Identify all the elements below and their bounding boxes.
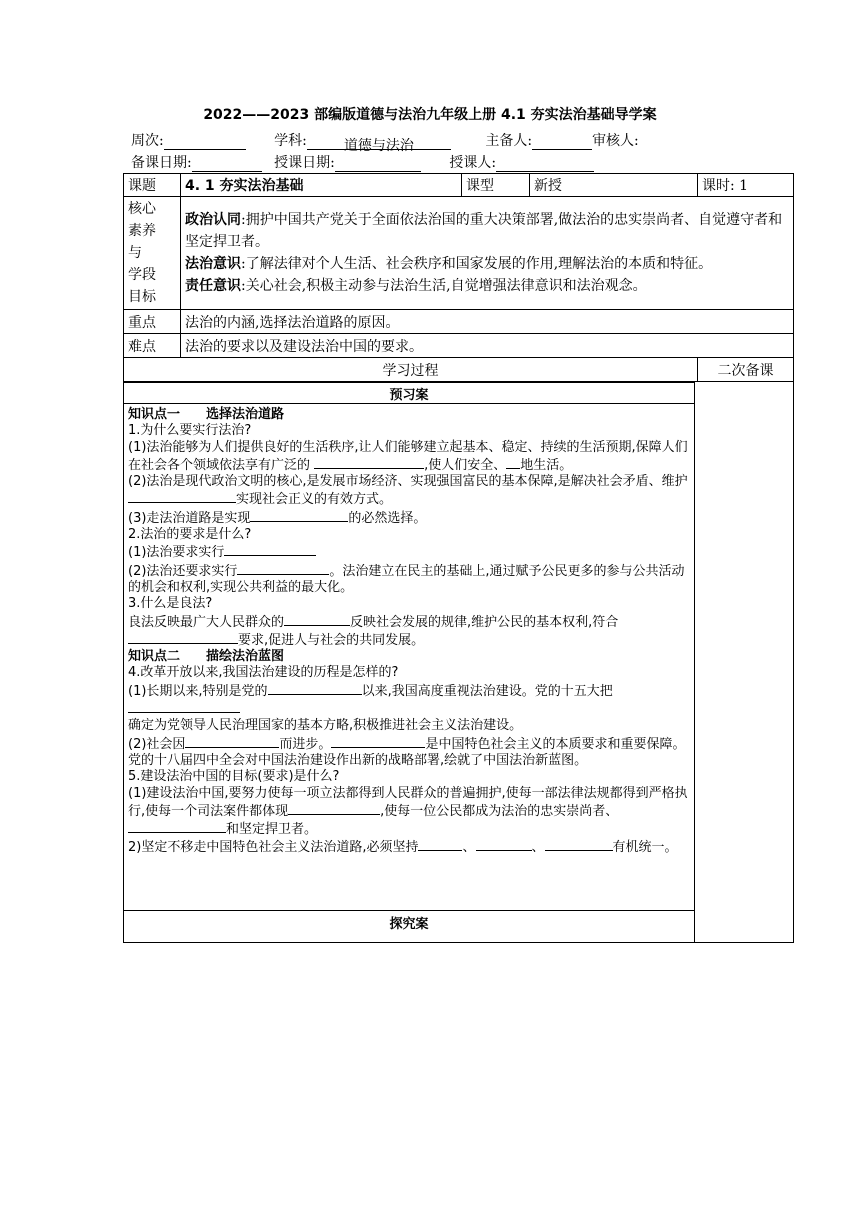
fill-blank[interactable] (128, 490, 236, 503)
key-row (124, 310, 794, 334)
answer-text: ,使每一位公民都成为法治的忠实崇尚者、 (380, 803, 619, 819)
core-content (181, 197, 794, 310)
core-label (124, 197, 181, 310)
answer-text: (1)法治能够为人们提供良好的生活秩序,让人们能够建立起基本、稳定、持续的生活预期,保障人们在社会各个领域依法享有广泛的 (128, 439, 688, 473)
subject-text: 道德与法治 (343, 138, 414, 154)
preview-label: 预习案 (124, 383, 695, 404)
answer-2-2 (128, 562, 690, 597)
fill-blank[interactable] (288, 802, 380, 815)
reviewer-label: 审核人: (592, 133, 639, 149)
teacher-label: 授课人: (449, 155, 497, 171)
answer-text: 、 (462, 840, 476, 856)
type-label: 课型 (462, 174, 530, 197)
difficult-label: 难点 (124, 334, 181, 358)
answer-text: (3)走法治道路是实现 (128, 510, 251, 526)
week-blank[interactable] (164, 135, 246, 150)
fill-blank[interactable] (418, 838, 462, 851)
answer-text: (1)建设法治中国,要努力使每一项立法都得到人民群众的普遍拥护,使每一部法律法规都得到严格执行,使每一个司法案件都体现 (128, 785, 688, 819)
answer-text: 地生活。 (520, 457, 573, 473)
core-item-text: :拥护中国共产党关于全面依法治国的重大决策部署,做法治的忠实崇尚者、自觉遵守者和坚定捍卫者。 (185, 212, 783, 250)
fill-blank[interactable] (331, 735, 425, 748)
answer-text: (2)社会因 (128, 736, 186, 752)
answer-text: 以来,我国高度重视法治建设。党的十五大把 (361, 683, 613, 699)
key-value: 法治的内涵,选择法治道路的原因。 (181, 310, 794, 334)
lesson-info-table (123, 173, 794, 382)
answer-text: ,使人们安全、 (424, 457, 507, 473)
answer-text: 要求,促进人与社会的共同发展。 (238, 632, 425, 648)
header-row-1 (131, 130, 639, 154)
fill-blank[interactable] (237, 562, 329, 575)
core-label-line: 目标 (128, 289, 156, 305)
preview-header-row (124, 383, 695, 404)
explore-label: 探究案 (124, 911, 695, 943)
difficult-value: 法治的要求以及建设法治中国的要求。 (181, 334, 794, 358)
answer-text: 2)坚定不移走中国特色社会主义法治道路,必须坚持 (128, 840, 419, 856)
fill-blank[interactable] (506, 456, 520, 469)
answer-4-1 (128, 682, 690, 735)
answer-text: (1)法治要求实行 (128, 545, 225, 561)
core-item-text: :了解法律对个人生活、社会秩序和国家发展的作用,理解法治的本质和特征。 (241, 256, 713, 272)
topic-label: 课题 (124, 174, 181, 197)
answer-text: 反映社会发展的规律,维护公民的基本权利,符合 (350, 614, 619, 630)
answer-text: 实现社会正义的有效方式。 (236, 492, 393, 508)
core-item (185, 275, 789, 297)
process-row (124, 358, 794, 382)
core-label-line: 素养 (128, 223, 156, 239)
week-label: 周次: (131, 133, 164, 149)
answer-text: 的必然选择。 (348, 510, 427, 526)
difficult-row (124, 334, 794, 358)
kp2-title: 知识点二 描绘法治蓝图 (128, 649, 285, 665)
core-item-text: :关心社会,积极主动参与法治生活,自觉增强法律意识和法治观念。 (241, 278, 647, 294)
fill-blank[interactable] (268, 682, 362, 695)
answer-text: 有机统一。 (612, 840, 678, 856)
prep-date-blank[interactable] (192, 157, 262, 172)
answer-text: 良法反映最广大人民群众的 (128, 614, 285, 630)
question-4: 4.改革开放以来,我国法治建设的历程是怎样的? (128, 665, 399, 681)
core-item-head: 责任意识 (185, 278, 241, 294)
prep-date-label: 备课日期: (131, 155, 192, 171)
answer-5-1 (128, 786, 690, 839)
fill-blank[interactable] (314, 456, 424, 469)
answer-text: 和坚定捍卫者。 (226, 822, 318, 838)
core-row (124, 197, 794, 310)
teacher-blank[interactable] (496, 157, 594, 172)
answer-text: 。法治建立在民主的基础上,通过赋予公民更多的参与公共活动的机会和权利,实现公共利益的最大化。 (128, 563, 685, 595)
preview-body-row (124, 404, 695, 911)
core-item-head: 法治意识 (185, 256, 241, 272)
subject-label: 学科: (274, 133, 307, 149)
topic-value: 4. 1 夯实法治基础 (181, 174, 462, 197)
preparer-blank[interactable] (532, 135, 592, 150)
core-label-line: 学段 (128, 267, 156, 283)
core-item (185, 209, 789, 253)
fill-blank[interactable] (128, 631, 238, 644)
answer-text: 、 (531, 840, 545, 856)
answer-1-3 (128, 509, 690, 527)
kp1-title: 知识点一 选择法治道路 (128, 407, 285, 422)
answer-4-2 (128, 735, 690, 770)
preview-section (123, 382, 695, 942)
secondary-prep-column[interactable] (695, 382, 794, 943)
teach-date-blank[interactable] (335, 157, 421, 172)
key-label: 重点 (124, 310, 181, 334)
fill-blank[interactable] (128, 820, 226, 833)
type-value: 新授 (530, 174, 698, 197)
document-title: 2022——2023 部编版道德与法治九年级上册 4.1 夯实法治基础导学案 (203, 107, 657, 123)
answer-text: 是中国特色社会主义的本质要求和重要保障。党的十八届四中全会对中国法治建设作出新的战略部署,绘就了中国法治新蓝图。 (128, 736, 686, 768)
topic-row (124, 174, 794, 197)
hours-label: 课时: 1 (698, 174, 794, 197)
core-label-line: 核心 (128, 201, 156, 217)
core-label-line: 与 (128, 245, 142, 261)
answer-text: (1)长期以来,特别是党的 (128, 683, 268, 699)
answer-1-1 (128, 440, 690, 475)
question-3: 3.什么是良法? (128, 596, 213, 612)
fill-blank[interactable] (545, 838, 613, 851)
preview-table (123, 382, 695, 943)
fill-blank[interactable] (250, 509, 348, 522)
answer-3 (128, 613, 690, 650)
header-row-2 (131, 152, 594, 172)
answer-text: (2)法治还要求实行 (128, 563, 238, 579)
question-5: 5.建设法治中国的目标(要求)是什么? (128, 769, 340, 785)
fill-blank[interactable] (224, 543, 316, 556)
question-1: 1.为什么要实行法治? (128, 423, 252, 439)
answer-text: 而进步。 (279, 736, 332, 752)
answer-1-2 (128, 474, 690, 509)
core-item-head: 政治认同 (185, 212, 241, 228)
core-item (185, 253, 789, 275)
teach-date-label: 授课日期: (274, 155, 335, 171)
fill-blank[interactable] (284, 613, 350, 626)
fill-blank[interactable] (128, 700, 240, 713)
answer-text: 确定为党领导人民治理国家的基本方略,积极推进社会主义法治建设。 (128, 718, 523, 734)
fill-blank[interactable] (185, 735, 279, 748)
subject-value (307, 135, 451, 154)
question-2: 2.法治的要求是什么? (128, 527, 252, 543)
answer-2-1 (128, 543, 690, 561)
process-label: 学习过程 (124, 358, 698, 382)
answer-5-2 (128, 838, 690, 856)
fill-blank[interactable] (476, 838, 532, 851)
answer-text: (2)法治是现代政治文明的核心,是发展市场经济、实现强国富民的基本保障,是解决社会矛盾、维护 (128, 474, 688, 490)
explore-row (124, 911, 695, 943)
preview-body (124, 404, 695, 911)
secondary-label: 二次备课 (698, 358, 794, 382)
preparer-label: 主备人: (485, 133, 533, 149)
